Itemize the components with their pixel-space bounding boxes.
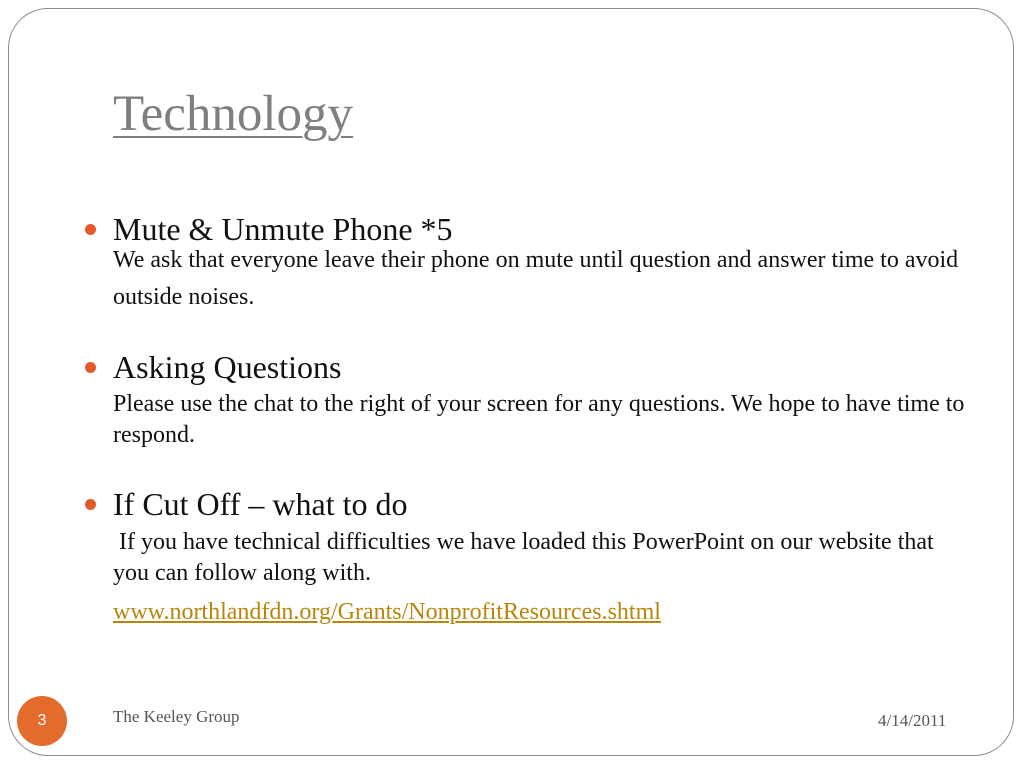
link-row	[113, 597, 973, 630]
resources-link[interactable]: www.northlandfdn.org/Grants/NonprofitResources.shtml	[113, 599, 661, 625]
section-heading-questions	[82, 348, 973, 386]
section-body-cut-off: If you have technical difficulties we have loaded this PowerPoint on our website that you can follow along with.	[113, 529, 940, 586]
section-heading-mute	[82, 210, 973, 248]
slide-number-badge: 3	[17, 696, 67, 746]
slide-content	[113, 210, 973, 630]
bullet-icon	[85, 499, 96, 510]
section-body-mute: We ask that everyone leave their phone on mute until question and answer time to avoid outside noises.	[113, 247, 959, 310]
section-heading-cut-off	[82, 485, 973, 523]
footer-date: 4/14/2011	[878, 711, 947, 730]
bullet-icon	[85, 224, 96, 235]
section-body-questions: Please use the chat to the right of your screen for any questions. We hope to have time to respond.	[113, 391, 965, 448]
footer-company: The Keeley Group	[113, 707, 240, 726]
bullet-icon	[85, 362, 96, 373]
section-heading-label: Mute & Unmute Phone *5	[113, 211, 453, 247]
slide-title: Technology	[113, 86, 354, 142]
section-heading-label: If Cut Off – what to do	[113, 486, 408, 522]
section-heading-label: Asking Questions	[113, 349, 342, 385]
